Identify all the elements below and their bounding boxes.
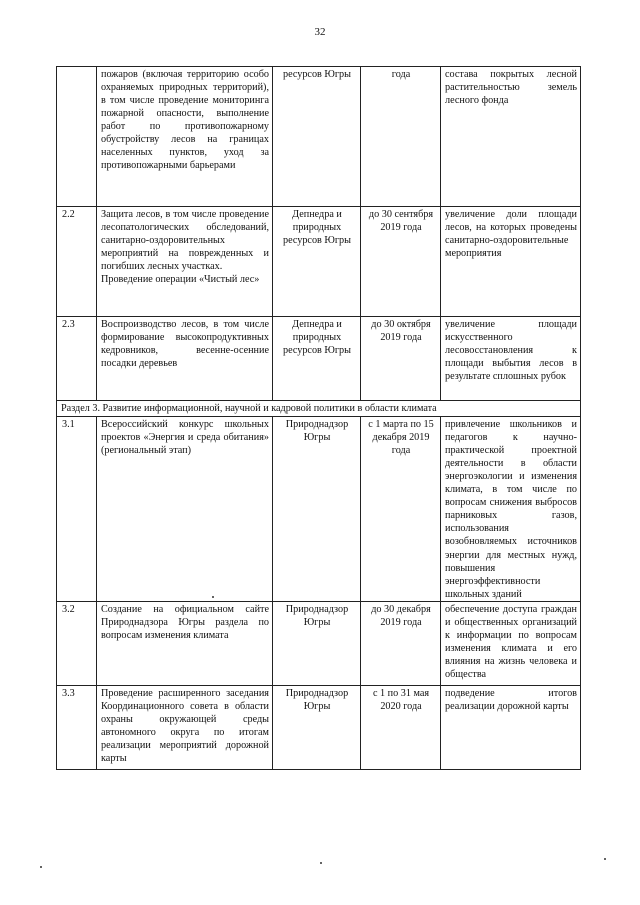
responsible-cell: Депнедра и природных ресурсов Югры bbox=[273, 207, 361, 317]
table-row bbox=[57, 685, 581, 769]
activity-cell: Защита лесов, в том числе проведение лесопатологических обследований, санитарно-оздоровительных мероприятий на поврежденных и погибших лесных участках. Проведение операции «Чистый лес» bbox=[97, 207, 273, 317]
page-number: 32 bbox=[314, 26, 326, 38]
row-number: 2.2 bbox=[57, 207, 97, 317]
result-cell: привлечение школьников и педагогов к научно-практической проектной деятельности в области энергоэкологии и изменения климата, в том числе по вопросам снижения выбросов парниковых газов, использования возобновляемых источников энергии для местных нужд, повышения энергоэффективности школьных зданий bbox=[441, 417, 581, 602]
result-cell: подведение итогов реализации дорожной карты bbox=[441, 685, 581, 769]
term-cell: года bbox=[361, 67, 441, 207]
row-number: 3.3 bbox=[57, 685, 97, 769]
table-row bbox=[57, 67, 581, 207]
result-cell: состава покрытых лесной растительностью земель лесного фонда bbox=[441, 67, 581, 207]
term-cell: до 30 сентября 2019 года bbox=[361, 207, 441, 317]
responsible-cell: Природнадзор Югры bbox=[273, 601, 361, 685]
responsible-cell: Депнедра и природных ресурсов Югры bbox=[273, 317, 361, 401]
term-cell: до 30 декабря 2019 года bbox=[361, 601, 441, 685]
section-title: Раздел 3. Развитие информационной, научной и кадровой политики в области климата bbox=[57, 401, 581, 417]
section-row bbox=[57, 401, 581, 417]
activity-cell: Воспроизводство лесов, в том числе формирование высокопродуктивных кедровников, весенне-осенние посадки деревьев bbox=[97, 317, 273, 401]
activity-cell: Создание на официальном сайте Природнадзора Югры раздела по вопросам изменения климата bbox=[97, 601, 273, 685]
row-number: 2.3 bbox=[57, 317, 97, 401]
scan-speck bbox=[212, 596, 214, 598]
responsible-cell: Природнадзор Югры bbox=[273, 685, 361, 769]
term-cell: до 30 октября 2019 года bbox=[361, 317, 441, 401]
scan-speck bbox=[604, 858, 606, 860]
scan-speck bbox=[40, 866, 42, 868]
measures-table bbox=[56, 66, 581, 770]
table-row bbox=[57, 317, 581, 401]
responsible-cell: Природнадзор Югры bbox=[273, 417, 361, 602]
activity-cell: пожаров (включая территорию особо охраняемых природных территорий), в том числе проведение мониторинга пожарной опасности, выполнение работ по противопожарному обустройству лесов на границах населенных пунктов, уход за противопожарными барьерами bbox=[97, 67, 273, 207]
result-cell: обеспечение доступа граждан и общественных организаций к информации по вопросам изменения климата и его влияния на жизнь человека и общества bbox=[441, 601, 581, 685]
table-row bbox=[57, 207, 581, 317]
row-number bbox=[57, 67, 97, 207]
term-cell: с 1 по 31 мая 2020 года bbox=[361, 685, 441, 769]
table-row bbox=[57, 601, 581, 685]
scan-speck bbox=[320, 862, 322, 864]
activity-cell: Всероссийский конкурс школьных проектов «Энергия и среда обитания» (региональный этап) bbox=[97, 417, 273, 602]
result-cell: увеличение площади искусственного лесовосстановления к площади выбытия лесов в результате сплошных рубок bbox=[441, 317, 581, 401]
responsible-cell: ресурсов Югры bbox=[273, 67, 361, 207]
table-row bbox=[57, 417, 581, 602]
result-cell: увеличение доли площади лесов, на которых проведены санитарно-оздоровительные мероприятия bbox=[441, 207, 581, 317]
row-number: 3.2 bbox=[57, 601, 97, 685]
row-number: 3.1 bbox=[57, 417, 97, 602]
activity-cell: Проведение расширенного заседания Координационного совета в области охраны окружающей среды автономного округа по итогам реализации мероприятий дорожной карты bbox=[97, 685, 273, 769]
term-cell: с 1 марта по 15 декабря 2019 года bbox=[361, 417, 441, 602]
